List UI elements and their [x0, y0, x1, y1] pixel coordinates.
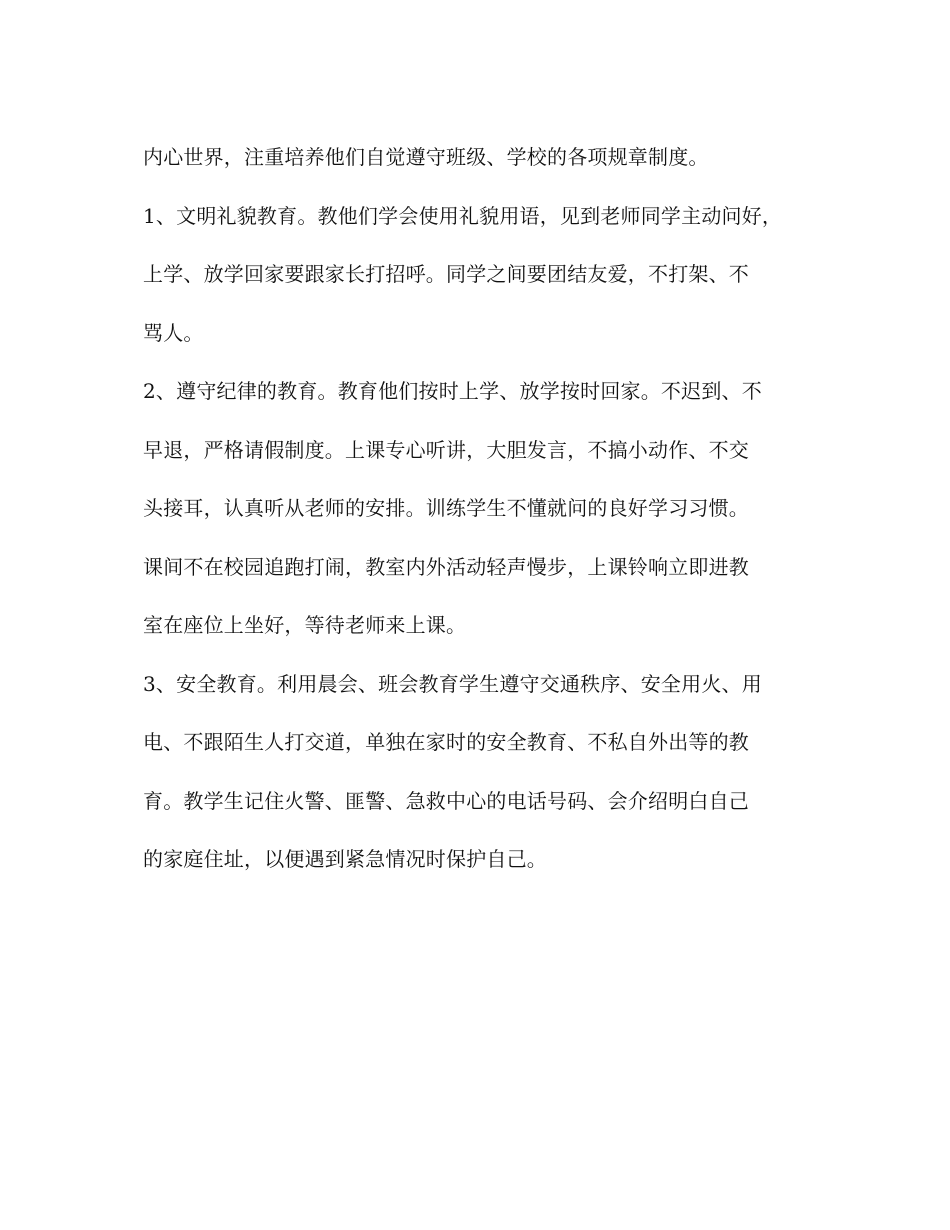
text-line: 头接耳，认真听从老师的安排。训练学生不懂就问的良好学习习惯。 — [143, 496, 749, 520]
text-line: 课间不在校园追跑打闹，教室内外活动轻声慢步，上课铃响立即进教 — [143, 554, 749, 579]
text-line: 的家庭住址，以便遇到紧急情况时保护自己。 — [143, 847, 547, 871]
text-line: 骂人。 — [143, 320, 204, 345]
text-line: 上学、放学回家要跟家长打招呼。同学之间要团结友爱，不打架、不 — [143, 262, 749, 286]
text-line: 早退，严格请假制度。上课专心听讲，大胆发言，不搞小动作、不交 — [143, 437, 749, 462]
text-line: 2、遵守纪律的教育。教育他们按时上学、放学按时回家。不迟到、不 — [143, 379, 762, 403]
text-line: 内心世界，注重培养他们自觉遵守班级、学校的各项规章制度。 — [143, 145, 709, 169]
text-line: 电、不跟陌生人打交道，单独在家时的安全教育、不私自外出等的教 — [143, 730, 749, 754]
text-line: 育。教学生记住火警、匪警、急救中心的电话号码、会介绍明白自己 — [143, 788, 749, 813]
text-line: 3、安全教育。利用晨会、班会教育学生遵守交通秩序、安全用火、用 — [143, 671, 762, 696]
body-text — [143, 137, 843, 898]
text-line: 1、文明礼貌教育。教他们学会使用礼貌用语，见到老师同学主动问好， — [143, 203, 783, 228]
text-line: 室在座位上坐好，等待老师来上课。 — [143, 613, 467, 637]
